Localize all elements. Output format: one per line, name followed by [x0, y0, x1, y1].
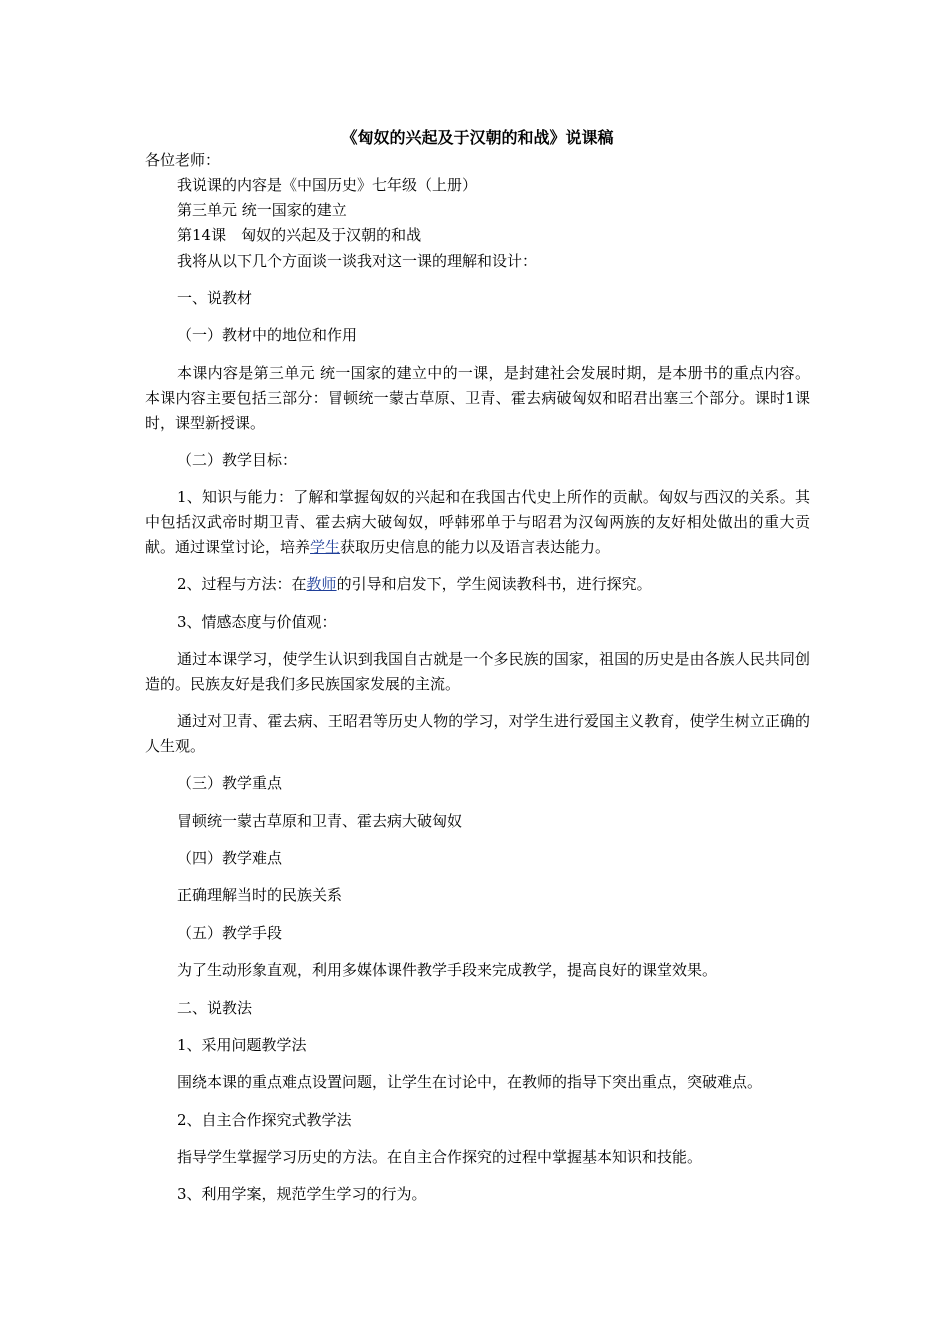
- heading-method-1: 1、采用问题教学法: [177, 1036, 307, 1054]
- goal2-text-after: 的引导和启发下，学生阅读教科书，进行探究。: [336, 575, 652, 593]
- heading-goal-attitude: 3、情感态度与价值观：: [177, 613, 337, 631]
- teacher-link[interactable]: 教师: [306, 575, 337, 593]
- paragraph-goal-attitude-2: 通过对卫青、霍去病、王昭君等历史人物的学习，对学生进行爱国主义教育，使学生树立正确的人生观。: [145, 712, 810, 755]
- subheading-difficulties: （四）教学难点: [177, 849, 283, 867]
- section-heading-teaching-methods: 二、说教法: [177, 999, 253, 1017]
- intro-line-4: 我将从以下几个方面谈一谈我对这一课的理解和设计：: [177, 252, 538, 270]
- students-link[interactable]: 学生: [310, 538, 341, 556]
- text-method-1: 围绕本课的重点难点设置问题，让学生在讨论中，在教师的指导下突出重点，突破难点。: [177, 1073, 763, 1091]
- intro-line-3: 第14课 匈奴的兴起及于汉朝的和战: [177, 226, 422, 244]
- paragraph-goal-process: [177, 572, 810, 597]
- heading-method-2: 2、自主合作探究式教学法: [177, 1111, 352, 1129]
- document-title: 《匈奴的兴起及于汉朝的和战》说课稿: [341, 128, 614, 147]
- text-key-points: 冒顿统一蒙古草原和卫青、霍去病大破匈奴: [177, 812, 463, 830]
- subheading-position-role: （一）教材中的地位和作用: [177, 326, 358, 344]
- goal1-text-after: 获取历史信息的能力以及语言表达能力。: [340, 538, 611, 556]
- subheading-teaching-goals: （二）教学目标：: [177, 451, 298, 469]
- intro-line-1: 我说课的内容是《中国历史》七年级（上册）: [177, 176, 478, 194]
- subheading-key-points: （三）教学重点: [177, 774, 283, 792]
- text-teaching-means: 为了生动形象直观，利用多媒体课件教学手段来完成教学，提高良好的课堂效果。: [177, 961, 718, 979]
- paragraph-position-role: 本课内容是第三单元 统一国家的建立中的一课，是封建社会发展时期，是本册书的重点内容。本课内容主要包括三部分：冒顿统一蒙古草原、卫青、霍去病破匈奴和昭君出塞三个部分。课时1课时，课型新授课。: [145, 364, 810, 432]
- greeting: 各位老师：: [145, 151, 221, 169]
- paragraph-goal-attitude-1: 通过本课学习，使学生认识到我国自古就是一个多民族的国家，祖国的历史是由各族人民共同创造的。民族友好是我们多民族国家发展的主流。: [145, 650, 810, 693]
- text-difficulties: 正确理解当时的民族关系: [177, 886, 343, 904]
- heading-method-3: 3、利用学案，规范学生学习的行为。: [177, 1185, 427, 1203]
- intro-line-2: 第三单元 统一国家的建立: [177, 201, 347, 219]
- goal2-text-before: 2、过程与方法：在: [177, 575, 307, 593]
- paragraph-goal-knowledge: [145, 485, 810, 560]
- text-method-2: 指导学生掌握学习历史的方法。在自主合作探究的过程中掌握基本知识和技能。: [177, 1148, 703, 1166]
- goal1-text-before: 1、知识与能力：了解和掌握匈奴的兴起和在我国古代史上所作的贡献。匈奴与西汉的关系。其中包括汉武帝时期卫青、霍去病大破匈奴，呼韩邪单于与昭君为汉匈两族的友好相处做出的重大贡献。通过课堂讨论，培养: [145, 488, 810, 556]
- subheading-teaching-means: （五）教学手段: [177, 924, 283, 942]
- section-heading-textbook: 一、说教材: [177, 289, 253, 307]
